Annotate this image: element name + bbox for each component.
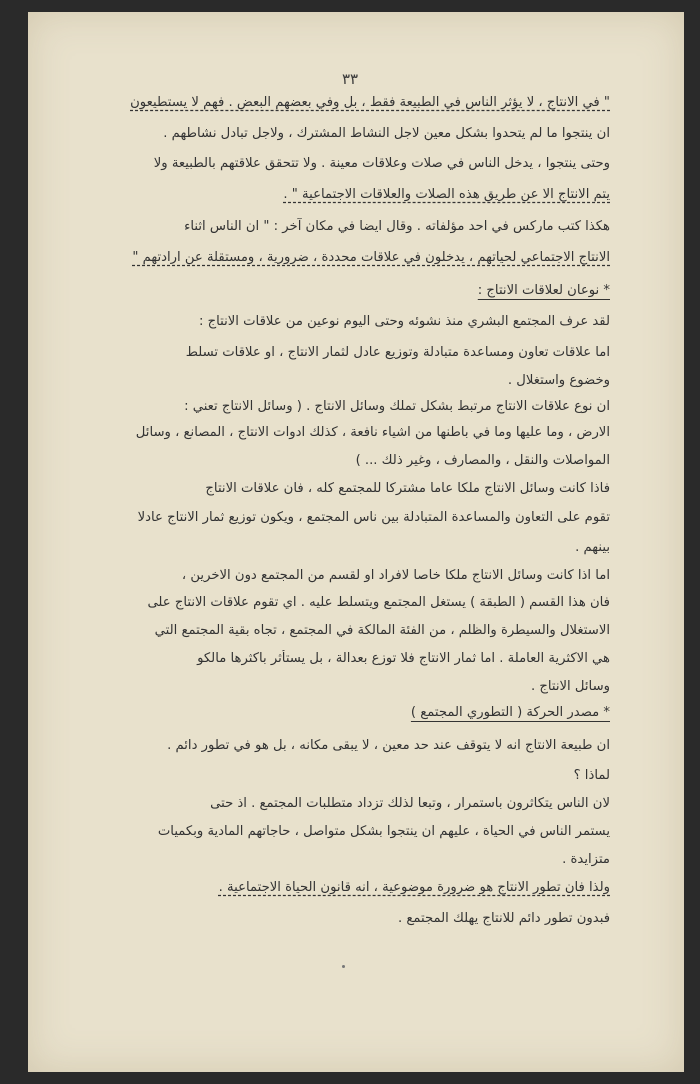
text-line: ان ينتجوا ما لم يتحدوا بشكل معين لاجل النشاط المشترك ، ولاجل تبادل نشاطهم . (163, 126, 610, 141)
text-line: وسائل الانتاج . (530, 679, 610, 694)
text-line: وحتى ينتجوا ، يدخل الناس في صلات وعلاقات معينة . ولا تتحقق علاقتهم بالطبيعة ولا (153, 156, 610, 171)
text-line: ان طبيعة الانتاج انه لا يتوقف عند حد معين ، لا يبقى مكانه ، بل هو في تطور دائم . (167, 738, 610, 753)
text-line: متزايدة . (562, 852, 610, 867)
section-heading: * مصدر الحركة ( التطوري المجتمع ) (410, 705, 610, 720)
text-line: هكذا كتب ماركس في احد مؤلفاته . وقال ايضا في مكان آخر : " ان الناس اثناء (184, 219, 610, 234)
text-line: يتم الانتاج الا عن طريق هذه الصلات والعلاقات الاجتماعية " . (283, 187, 610, 202)
text-line: الانتاج الاجتماعي لحياتهم ، يدخلون في علاقات محددة ، ضرورية ، ومستقلة عن ارادتهم " (132, 250, 610, 265)
text-line: ان نوع علاقات الانتاج مرتبط بشكل تملك وسائل الانتاج . ( وسائل الانتاج تعني : (184, 399, 610, 414)
text-line: " في الانتاج ، لا يؤثر الناس في الطبيعة فقط ، بل وفي بعضهم البعض . فهم لا يستطيعون (130, 95, 610, 110)
text-line: لماذا ؟ (573, 768, 610, 783)
text-line: ولذا فان تطور الانتاج هو ضرورة موضوعية ، انه قانون الحياة الاجتماعية . (218, 880, 610, 895)
text-line: تقوم على التعاون والمساعدة المتبادلة بين ناس المجتمع ، ويكون توزيع ثمار الانتاج عادلا (137, 510, 610, 525)
page-number: ٣٣ (341, 70, 359, 88)
section-heading: * نوعان لعلاقات الانتاج : (477, 283, 610, 298)
text-line: فاذا كانت وسائل الانتاج ملكا عاما مشتركا للمجتمع كله ، فان علاقات الانتاج (205, 481, 610, 496)
text-line: الارض ، وما عليها وما في باطنها من اشياء نافعة ، كذلك ادوات الانتاج ، المصانع ، وسائل (135, 425, 610, 440)
text-line: المواصلات والنقل ، والمصارف ، وغير ذلك ... ) (355, 453, 610, 468)
paper-speck (342, 965, 345, 968)
text-line: بينهم . (575, 540, 610, 555)
text-line: لان الناس يتكاثرون باستمرار ، وتبعا لذلك تزداد متطلبات المجتمع . اذ حتى (210, 796, 610, 811)
text-line: هي الاكثرية العاملة . اما ثمار الانتاج فلا توزع بعدالة ، بل يستأثر باكثرها مالكو (197, 651, 610, 666)
text-line: لقد عرف المجتمع البشري منذ نشوئه وحتى اليوم نوعين من علاقات الانتاج : (198, 314, 610, 329)
text-line: اما اذا كانت وسائل الانتاج ملكا خاصا لافراد او لقسم من المجتمع دون الاخرين ، (181, 568, 610, 583)
text-line: يستمر الناس في الحياة ، عليهم ان ينتجوا بشكل متواصل ، حاجاتهم المادية وبكميات (157, 824, 610, 839)
text-line: فان هذا القسم ( الطبقة ) يستغل المجتمع ويتسلط عليه . اي تقوم علاقات الانتاج على (147, 595, 610, 610)
text-line: الاستغلال والسيطرة والظلم ، من الفئة المالكة في المجتمع ، تجاه بقية المجتمع التي (154, 623, 610, 638)
text-line: اما علاقات تعاون ومساعدة متبادلة وتوزيع عادل لثمار الانتاج ، او علاقات تسلط (185, 345, 610, 360)
text-line: وخضوع واستغلال . (507, 373, 610, 388)
text-line: فبدون تطور دائم للانتاج يهلك المجتمع . (398, 911, 610, 926)
